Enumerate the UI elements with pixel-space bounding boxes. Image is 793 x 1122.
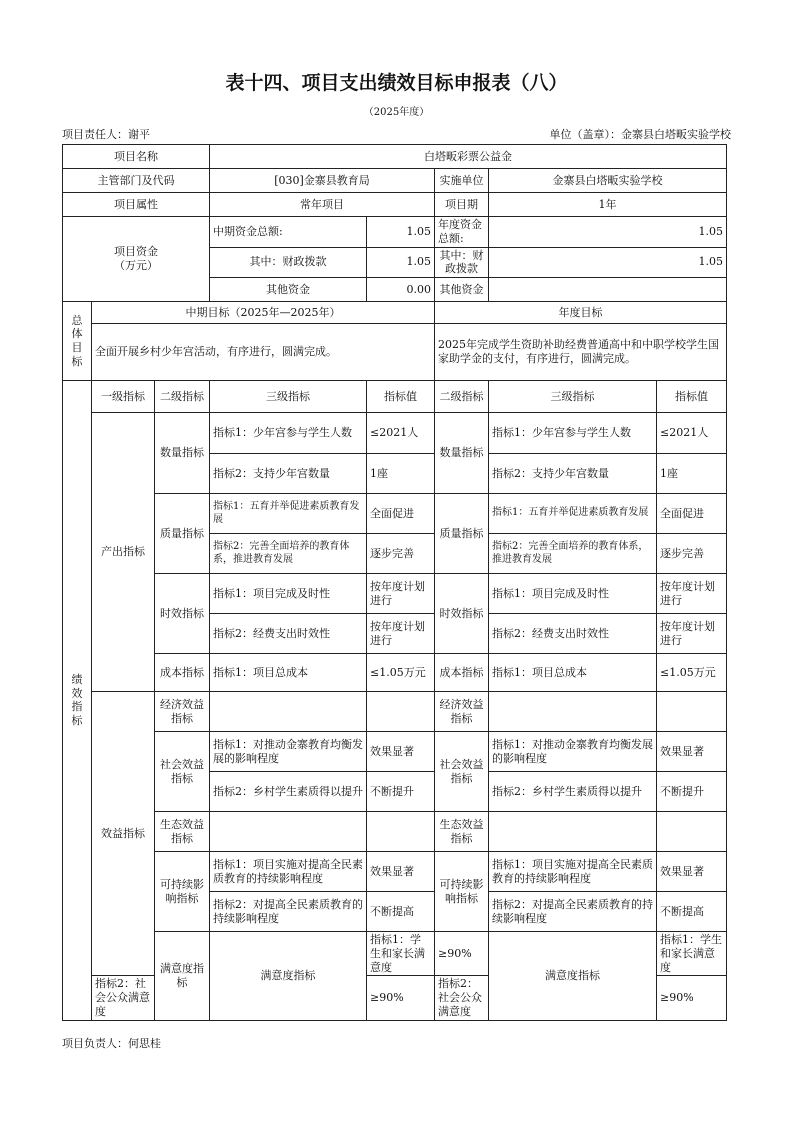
social-indicator: 社会效益指标 bbox=[435, 732, 489, 812]
cost-indicator: 成本指标 bbox=[155, 654, 210, 692]
mid-fiscal-label: 其中：财政拨款 bbox=[210, 247, 367, 278]
ecological-indicator: 生态效益指标 bbox=[155, 812, 210, 852]
year-fiscal-value: 1.05 bbox=[489, 247, 727, 278]
goal-label-char: 标 bbox=[71, 354, 83, 368]
indicator-value: ≤1.05万元 bbox=[367, 654, 435, 692]
indicator-value: ≥90% bbox=[657, 976, 727, 1020]
indicator-name: 指标2：支持少年宫数量 bbox=[489, 454, 657, 494]
indicator-value: 效果显著 bbox=[657, 852, 727, 892]
indicator-value: 逐步完善 bbox=[657, 534, 727, 574]
indicator-value: ≥90% bbox=[367, 976, 435, 1020]
indicator-name bbox=[489, 812, 657, 852]
indicator-value bbox=[367, 692, 435, 732]
header-level1: 一级指标 bbox=[92, 381, 155, 413]
indicator-value bbox=[657, 692, 727, 732]
indicator-name bbox=[210, 692, 367, 732]
goal-label-char: 体 bbox=[71, 327, 83, 341]
year-goal-header: 年度目标 bbox=[435, 302, 727, 324]
year-total-label: 年度资金总额: bbox=[435, 217, 489, 248]
indicator-value: ≤2021人 bbox=[657, 413, 727, 454]
sustainable-indicator: 可持续影响指标 bbox=[155, 852, 210, 932]
indicator-value: 逐步完善 bbox=[367, 534, 435, 574]
mid-other-value: 0.00 bbox=[367, 278, 435, 302]
satisfaction-sub-indicator: 满意度指标 bbox=[489, 932, 657, 1021]
indicator-value: 不断提升 bbox=[367, 772, 435, 812]
header-level3b: 三级指标 bbox=[489, 381, 657, 413]
indicator-name: 指标2：经费支出时效性 bbox=[489, 614, 657, 654]
indicator-name: 指标1：少年宫参与学生人数 bbox=[210, 413, 367, 454]
project-leader: 项目负责人：何思桂 bbox=[62, 1037, 161, 1050]
indicator-name: 指标1：项目总成本 bbox=[489, 654, 657, 692]
indicator-name: 指标2：对提高全民素质教育的持续影响程度 bbox=[210, 892, 367, 932]
indicator-name: 指标2：社会公众满意度 bbox=[92, 976, 155, 1020]
header-level2b: 二级指标 bbox=[435, 381, 489, 413]
indicator-value: 不断提升 bbox=[657, 772, 727, 812]
year-goal-text: 2025年完成学生资助补助经费普通高中和中职学校学生国家助学金的支付，有序进行，圆满完成。 bbox=[435, 324, 727, 381]
reporting-unit: 单位（盖章）：金寨县白塔畈实验学校 bbox=[549, 128, 731, 141]
indicator-name: 指标1：学生和家长满意度 bbox=[657, 932, 727, 976]
indicator-name: 指标1：五育并举促进素质教育发展 bbox=[489, 494, 657, 534]
impl-value: 金寨县白塔畈实验学校 bbox=[489, 169, 727, 193]
mid-other-label: 其他资金 bbox=[210, 278, 367, 302]
indicator-name: 指标2：社会公众满意度 bbox=[435, 976, 489, 1020]
indicator-value: 不断提高 bbox=[657, 892, 727, 932]
indicator-value: 1座 bbox=[367, 454, 435, 494]
mid-fiscal-value: 1.05 bbox=[367, 247, 435, 278]
ecological-indicator: 生态效益指标 bbox=[435, 812, 489, 852]
indicator-name: 指标1：项目实施对提高全民素质教育的持续影响程度 bbox=[489, 852, 657, 892]
fund-label-line2: （万元） bbox=[114, 259, 158, 272]
performance-target-table bbox=[62, 144, 727, 1021]
dept-label: 主管部门及代码 bbox=[63, 169, 210, 193]
indicator-name: 指标2：支持少年宫数量 bbox=[210, 454, 367, 494]
sustainable-indicator: 可持续影响指标 bbox=[435, 852, 489, 932]
fund-label bbox=[63, 217, 210, 302]
header-valueb: 指标值 bbox=[657, 381, 727, 413]
project-name-label: 项目名称 bbox=[63, 145, 210, 169]
timeliness-indicator: 时效指标 bbox=[155, 574, 210, 654]
project-name: 白塔畈彩票公益金 bbox=[210, 145, 727, 169]
indicator-value: 全面促进 bbox=[367, 494, 435, 534]
indicator-value: 全面促进 bbox=[657, 494, 727, 534]
indicator-name: 指标1：项目完成及时性 bbox=[489, 574, 657, 614]
indicator-name bbox=[489, 692, 657, 732]
perf-label bbox=[63, 381, 92, 1021]
indicator-name: 指标2：乡村学生素质得以提升 bbox=[489, 772, 657, 812]
indicator-value: 按年度计划进行 bbox=[657, 574, 727, 614]
indicator-value bbox=[367, 812, 435, 852]
year-other-label: 其他资金 bbox=[435, 278, 489, 302]
header-level3: 三级指标 bbox=[210, 381, 367, 413]
goal-label-char: 总 bbox=[71, 313, 83, 327]
year-other-value bbox=[489, 278, 727, 302]
perf-label-char: 标 bbox=[71, 714, 83, 727]
indicator-value: 效果显著 bbox=[657, 732, 727, 772]
mid-total-label: 中期资金总额: bbox=[210, 217, 367, 248]
indicator-name: 指标2：完善全面培养的教育体系，推进教育发展 bbox=[210, 534, 367, 574]
timeliness-indicator: 时效指标 bbox=[435, 574, 489, 654]
quality-indicator: 质量指标 bbox=[435, 494, 489, 574]
header-value: 指标值 bbox=[367, 381, 435, 413]
indicator-value: ≤1.05万元 bbox=[657, 654, 727, 692]
period-value: 1年 bbox=[489, 193, 727, 217]
indicator-name: 指标1：项目总成本 bbox=[210, 654, 367, 692]
mid-total-value: 1.05 bbox=[367, 217, 435, 248]
quality-indicator: 质量指标 bbox=[155, 494, 210, 574]
indicator-name: 指标1：对推动金寨教育均衡发展的影响程度 bbox=[210, 732, 367, 772]
indicator-name: 指标2：乡村学生素质得以提升 bbox=[210, 772, 367, 812]
goal-label bbox=[63, 302, 92, 381]
cost-indicator: 成本指标 bbox=[435, 654, 489, 692]
satisfaction-sub-indicator: 满意度指标 bbox=[210, 932, 367, 1021]
indicator-name: 指标1：少年宫参与学生人数 bbox=[489, 413, 657, 454]
indicator-value bbox=[657, 812, 727, 852]
quantity-indicator: 数量指标 bbox=[435, 413, 489, 494]
output-indicator: 产出指标 bbox=[92, 413, 155, 692]
project-responsible: 项目责任人：谢平 bbox=[62, 128, 150, 141]
fund-label-line1: 项目资金 bbox=[114, 245, 158, 259]
attr-value: 常年项目 bbox=[210, 193, 435, 217]
social-indicator: 社会效益指标 bbox=[155, 732, 210, 812]
perf-label-char: 效 bbox=[71, 686, 83, 700]
impl-label: 实施单位 bbox=[435, 169, 489, 193]
perf-label-char: 指 bbox=[71, 700, 83, 714]
economic-indicator: 经济效益指标 bbox=[435, 692, 489, 732]
mid-goal-text: 全面开展乡村少年宫活动，有序进行，圆满完成。 bbox=[92, 324, 435, 381]
indicator-name: 指标1：学生和家长满意度 bbox=[367, 932, 435, 976]
attr-label: 项目属性 bbox=[63, 193, 210, 217]
indicator-name: 指标2：经费支出时效性 bbox=[210, 614, 367, 654]
perf-label-char: 绩 bbox=[71, 672, 83, 686]
dept-value: [030]金寨县教育局 bbox=[210, 169, 435, 193]
indicator-name: 指标1：五育并举促进素质教育发展 bbox=[210, 494, 367, 534]
indicator-name: 指标2：对提高全民素质教育的持续影响程度 bbox=[489, 892, 657, 932]
satisfaction-indicator: 满意度指标 bbox=[155, 932, 210, 1021]
indicator-name: 指标1：项目完成及时性 bbox=[210, 574, 367, 614]
goal-label-char: 目 bbox=[71, 341, 83, 354]
indicator-name: 指标2：完善全面培养的教育体系，推进教育发展 bbox=[489, 534, 657, 574]
year-fiscal-label: 其中：财政拨款 bbox=[435, 247, 489, 278]
benefit-indicator: 效益指标 bbox=[92, 692, 155, 976]
indicator-value: 按年度计划进行 bbox=[657, 614, 727, 654]
report-year: （2025年度） bbox=[363, 107, 430, 118]
indicator-value: 1座 bbox=[657, 454, 727, 494]
quantity-indicator: 数量指标 bbox=[155, 413, 210, 494]
indicator-value: 按年度计划进行 bbox=[367, 614, 435, 654]
year-total-value: 1.05 bbox=[489, 217, 727, 248]
indicator-name: 指标1：对推动金寨教育均衡发展的影响程度 bbox=[489, 732, 657, 772]
indicator-value: 按年度计划进行 bbox=[367, 574, 435, 614]
indicator-value: 效果显著 bbox=[367, 852, 435, 892]
indicator-value: ≤2021人 bbox=[367, 413, 435, 454]
header-level2: 二级指标 bbox=[155, 381, 210, 413]
indicator-name: 指标1：项目实施对提高全民素质教育的持续影响程度 bbox=[210, 852, 367, 892]
indicator-value: ≥90% bbox=[435, 932, 489, 976]
page-title: 表十四、项目支出绩效目标申报表（八） bbox=[225, 72, 568, 94]
indicator-name bbox=[210, 812, 367, 852]
mid-goal-header: 中期目标（2025年—2025年） bbox=[92, 302, 435, 324]
economic-indicator: 经济效益指标 bbox=[155, 692, 210, 732]
indicator-value: 不断提高 bbox=[367, 892, 435, 932]
indicator-value: 效果显著 bbox=[367, 732, 435, 772]
period-label: 项目期 bbox=[435, 193, 489, 217]
